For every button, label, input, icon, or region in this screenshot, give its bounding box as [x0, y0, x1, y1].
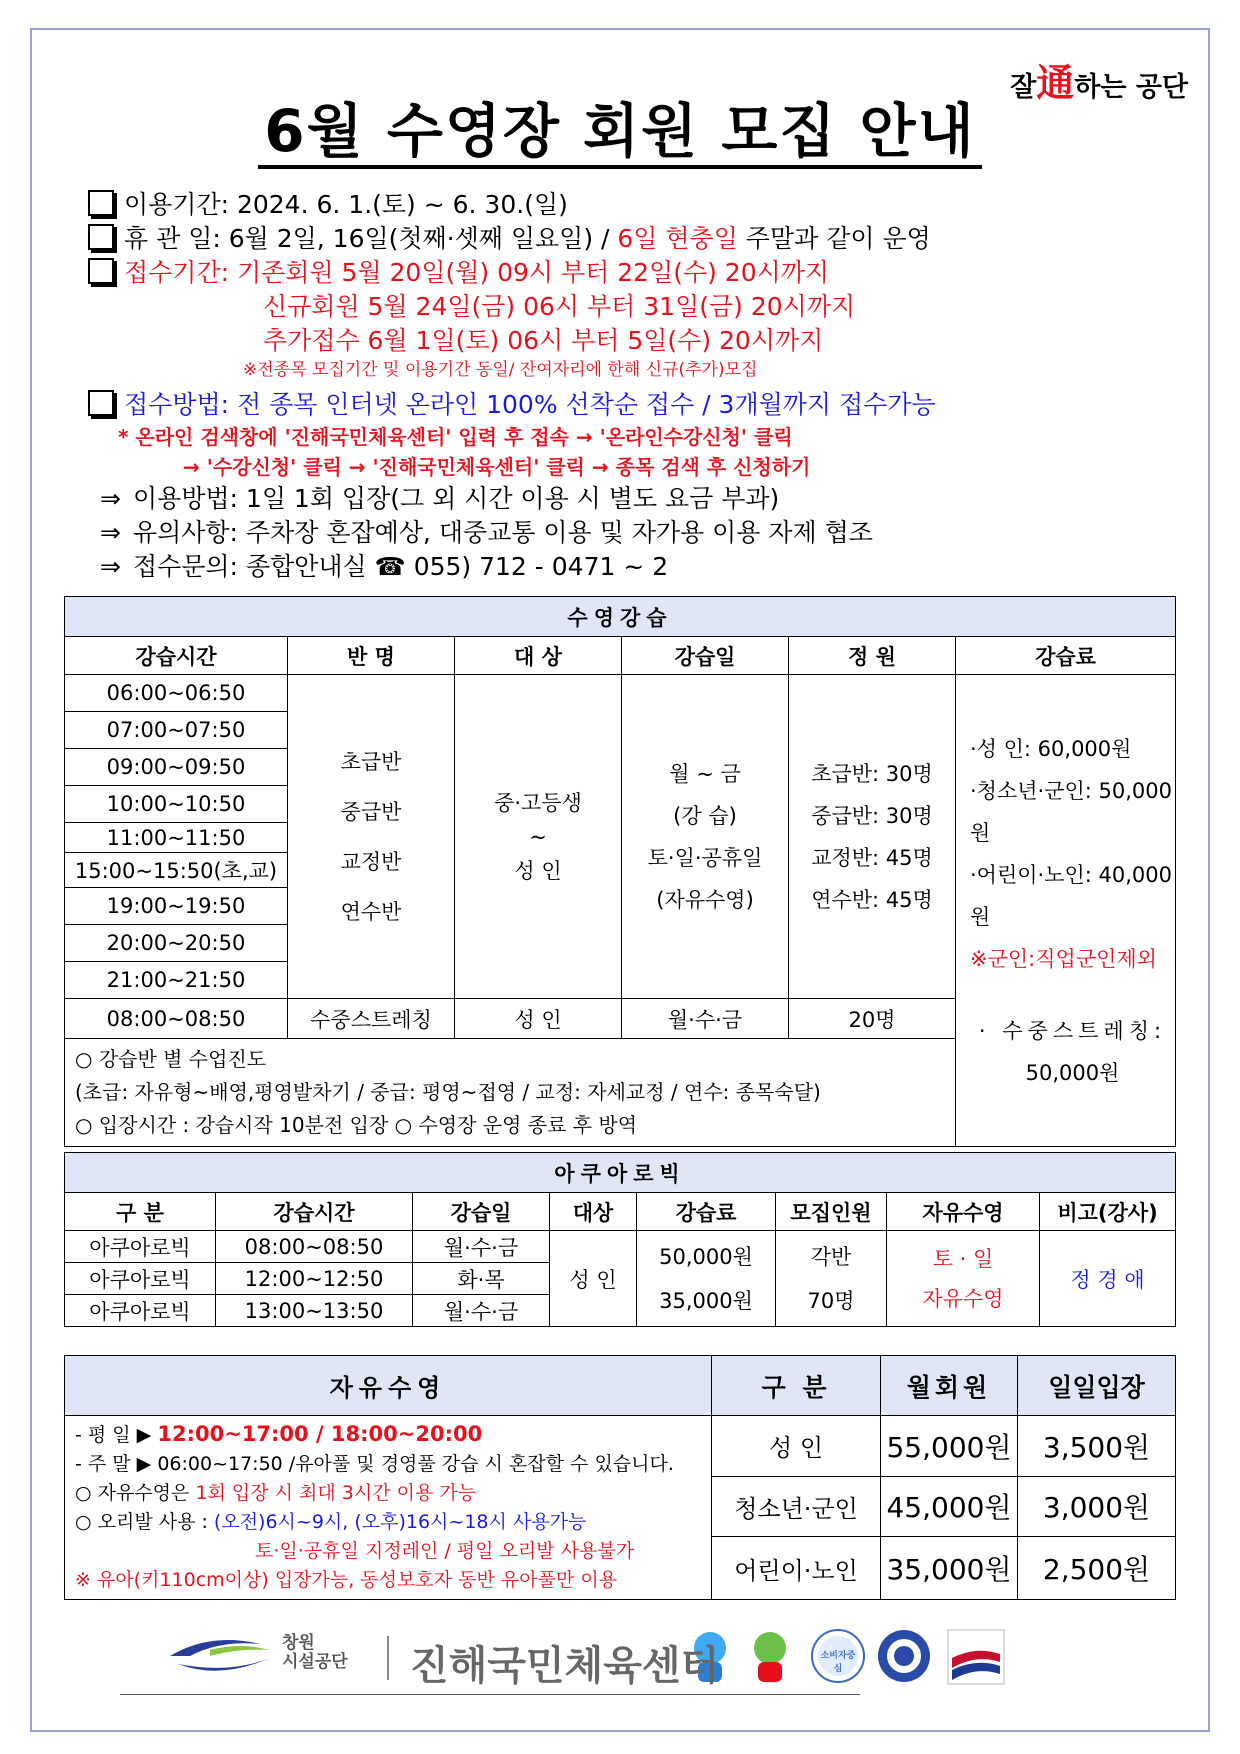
days-cell	[622, 675, 789, 999]
days-line: 토·일·공휴일	[647, 845, 763, 870]
class-intermediate: 중급반	[340, 799, 402, 824]
footer	[170, 1628, 1100, 1688]
caution-line	[88, 516, 1188, 550]
aqua-fee-line: 35,000원	[659, 1288, 753, 1313]
aquarobic-table	[64, 1152, 1176, 1327]
limit-line	[75, 1479, 701, 1508]
aqua-time: 13:00~13:50	[216, 1295, 413, 1327]
closed-holiday: 6일 현충일	[617, 224, 738, 253]
free-monthly: 45,000원	[881, 1476, 1018, 1537]
col-category: 구 분	[65, 1193, 216, 1231]
aqua-name: 아쿠아로빅	[65, 1231, 216, 1263]
days-line: (자유수영)	[656, 887, 754, 912]
guide-line-1: * 온라인 검색창에 '진해국민체육센터' 입력 후 접속 → '온라인수강신청' 클릭	[118, 425, 793, 449]
class-list	[288, 675, 455, 999]
swim-notes	[65, 1039, 956, 1147]
slogan-pre: 잘	[1010, 72, 1037, 103]
weekday-time: 12:00~17:00 / 18:00~20:00	[157, 1422, 483, 1446]
checkbox-icon	[88, 224, 114, 250]
checkbox-icon	[88, 258, 114, 284]
note-line: ○ 입장시간 : 강습시작 10분전 입장 ○ 수영장 운영 종료 후 방역	[75, 1113, 638, 1137]
aqua-fee-line: 50,000원	[659, 1244, 753, 1269]
limit-text: 1회 입장 시 최대 3시간 이용 가능	[195, 1482, 477, 1504]
free-swim-info	[65, 1416, 712, 1600]
target-line: 중·고등생	[494, 790, 582, 815]
col-days: 강습일	[413, 1193, 550, 1231]
aqua-fee	[637, 1231, 776, 1327]
aqua-target: 성 인	[550, 1231, 637, 1327]
page-title	[0, 84, 1240, 168]
usage-line	[88, 482, 1188, 516]
col-free-swim: 자유수영	[887, 1193, 1040, 1231]
caution-text: 유의사항: 주차장 혼잡예상, 대중교통 이용 및 자가용 이용 자제 협조	[132, 518, 873, 547]
days-line: (강 습)	[673, 803, 737, 828]
footer-divider	[120, 1694, 860, 1695]
time-cell: 15:00~15:50(초,교)	[65, 853, 288, 888]
col-time: 강습시간	[65, 637, 288, 675]
aqua-days: 화·목	[413, 1263, 550, 1295]
fee-cell	[956, 675, 1176, 1147]
aqua-capacity	[776, 1231, 887, 1327]
swim-lesson-table	[64, 596, 1176, 1147]
org-name	[282, 1634, 348, 1672]
checkbox-icon	[88, 390, 114, 416]
closed-text: 휴 관 일: 6월 2일, 16일(첫째·셋째 일요일) /	[124, 224, 618, 253]
title-text: 6월 수영장 회원 모집 안내	[258, 97, 981, 169]
col-monthly: 월회원	[881, 1356, 1018, 1416]
center-name: 진해국민체육센터	[410, 1643, 720, 1689]
aqua-free-line: 자유수영	[922, 1286, 1004, 1311]
method-text: 접수방법: 전 종목 인터넷 온라인 100% 선착순 접수 / 3개월까지 접수가능	[124, 390, 936, 419]
slogan-highlight: 通	[1036, 61, 1075, 105]
inquiry-text: 접수문의: 종합안내실 ☎ 055) 712 - 0471 ~ 2	[132, 552, 669, 581]
col-instructor: 비고(강사)	[1040, 1193, 1176, 1231]
stretch-target: 성 인	[455, 999, 622, 1039]
capacity-cell	[789, 675, 956, 999]
time-cell: 06:00~06:50	[65, 675, 288, 712]
aqua-free-swim	[887, 1231, 1040, 1327]
slogan-post: 하는 공단	[1074, 72, 1188, 103]
swim-table-title: 수영강습	[65, 597, 1176, 637]
free-daily: 3,500원	[1018, 1416, 1176, 1477]
note-line: (초급: 자유형~배영,평영발차기 / 중급: 평영~접영 / 교정: 자세교정 / 연수: 종목숙달)	[75, 1080, 821, 1104]
fee-note: ※군인:직업군인제외	[970, 946, 1157, 971]
free-cat: 청소년·군인	[712, 1476, 881, 1537]
capacity-line: 중급반: 30명	[811, 803, 933, 828]
col-capacity: 정 원	[789, 637, 956, 675]
aqua-days: 월·수·금	[413, 1231, 550, 1263]
free-cat: 어린이·노인	[712, 1537, 881, 1600]
col-days: 강습일	[622, 637, 789, 675]
aqua-table-title: 아쿠아로빅	[65, 1153, 1176, 1193]
mascot-2-icon	[754, 1632, 786, 1682]
col-daily: 일일입장	[1018, 1356, 1176, 1416]
capacity-line: 초급반: 30명	[811, 761, 933, 786]
time-cell: 19:00~19:50	[65, 888, 288, 925]
class-beginner: 초급반	[340, 749, 402, 774]
col-capacity: 모집인원	[776, 1193, 887, 1231]
period-line	[88, 188, 1188, 222]
class-correction: 교정반	[340, 849, 402, 874]
capacity-line: 교정반: 45명	[811, 845, 933, 870]
usage-text: 이용방법: 1일 1회 입장(그 외 시간 이용 시 별도 요금 부과)	[132, 484, 780, 513]
aqua-time: 12:00~12:50	[216, 1263, 413, 1295]
col-fee: 강습료	[637, 1193, 776, 1231]
col-target: 대 상	[455, 637, 622, 675]
fee-adult: ·성 인: 60,000원	[970, 736, 1132, 761]
stretch-fee: 50,000원	[1025, 1060, 1120, 1085]
org-name-top: 창원	[282, 1633, 315, 1653]
col-target: 대상	[550, 1193, 637, 1231]
award-emblem-icon	[948, 1630, 1004, 1684]
time-cell: 09:00~09:50	[65, 749, 288, 786]
capacity-line: 연수반: 45명	[811, 887, 933, 912]
time-cell: 11:00~11:50	[65, 823, 288, 853]
note-line: ○ 강습반 별 수업진도	[75, 1047, 267, 1071]
aqua-days: 월·수·금	[413, 1295, 550, 1327]
class-advanced: 연수반	[340, 899, 402, 924]
fins-time: (오전)6시~9시, (오후)16시~18시 사용가능	[213, 1511, 587, 1533]
stretch-days: 월·수·금	[622, 999, 789, 1039]
child-note: ※ 유아(키110cm이상) 입장가능, 동성보호자 동반 유아풀만 이용	[75, 1569, 618, 1591]
free-table-title: 자유수영	[65, 1356, 712, 1416]
period-text: 이용기간: 2024. 6. 1.(토) ~ 6. 30.(일)	[124, 190, 568, 219]
free-monthly: 35,000원	[881, 1537, 1018, 1600]
closed-line	[88, 222, 1188, 256]
reg-existing: 접수기간: 기존회원 5월 20일(월) 09시 부터 22일(수) 20시까지	[124, 258, 830, 287]
time-cell: 07:00~07:50	[65, 712, 288, 749]
fins-label: ○ 오리발 사용 :	[75, 1511, 214, 1533]
aqua-name: 아쿠아로빅	[65, 1295, 216, 1327]
reg-new: 신규회원 5월 24일(금) 06시 부터 31일(금) 20시까지	[263, 292, 856, 321]
free-daily: 3,000원	[1018, 1476, 1176, 1537]
fins-lane: 토·일·공휴일 지정레인 / 평일 오리발 사용불가	[255, 1540, 635, 1562]
col-category: 구 분	[712, 1356, 881, 1416]
aqua-instructor: 정 경 애	[1040, 1231, 1176, 1327]
badge-text: 소비자중심	[820, 1651, 856, 1674]
inquiry-line	[88, 550, 1188, 584]
free-monthly: 55,000원	[881, 1416, 1018, 1477]
aqua-capacity-line: 70명	[807, 1288, 855, 1313]
fee-child: ·어린이·노인: 40,000원	[970, 862, 1173, 929]
target-line: ~	[529, 824, 547, 849]
stretch-capacity: 20명	[789, 999, 956, 1039]
weekday-line	[75, 1420, 701, 1450]
reg-line-3	[88, 324, 1188, 358]
aqua-capacity-line: 각반	[810, 1244, 852, 1269]
reg-additional: 추가접수 6월 1일(토) 06시 부터 5일(수) 20시까지	[263, 326, 824, 355]
col-fee: 강습료	[956, 637, 1176, 675]
method-line	[88, 388, 1188, 422]
closed-suffix: 주말과 같이 운영	[737, 224, 931, 253]
target-line: 성 인	[514, 858, 562, 883]
weekend-line: - 주 말 ▶ 06:00~17:50 /유아풀 및 경영풀 강습 시 혼잡할 수 있습니다.	[75, 1453, 674, 1475]
time-cell: 10:00~10:50	[65, 786, 288, 823]
reg-line-1	[88, 256, 1188, 290]
certification-badge-icon	[878, 1630, 930, 1682]
time-cell: 20:00~20:50	[65, 925, 288, 962]
free-daily: 2,500원	[1018, 1537, 1176, 1600]
col-time: 강습시간	[216, 1193, 413, 1231]
arrow-icon: ⇒	[100, 518, 121, 547]
free-swim-table	[64, 1355, 1176, 1600]
info-block	[88, 188, 1188, 584]
days-line: 월 ~ 금	[669, 761, 741, 786]
col-class: 반 명	[288, 637, 455, 675]
reg-note: ※전종목 모집기간 및 이용기간 동일/ 잔여자리에 한해 신규(추가)모집	[243, 360, 758, 380]
aqua-free-line: 토 · 일	[932, 1246, 994, 1271]
weekday-label: - 평 일 ▶	[75, 1424, 158, 1446]
limit-label: ○ 자유수영은	[75, 1482, 196, 1504]
aqua-time: 08:00~08:50	[216, 1231, 413, 1263]
time-cell: 21:00~21:50	[65, 962, 288, 999]
free-cat: 성 인	[712, 1416, 881, 1477]
stretch-fee-label: · 수중스트레칭:	[978, 1018, 1167, 1043]
guide-line-2: → '수강신청' 클릭 → '진해국민체육센터' 클릭 → 종목 검색 후 신청하기	[183, 455, 811, 479]
org-name-bottom: 시설공단	[282, 1652, 348, 1672]
stretch-time: 08:00~08:50	[65, 999, 288, 1039]
target-cell	[455, 675, 622, 999]
aqua-name: 아쿠아로빅	[65, 1263, 216, 1295]
reg-line-2	[88, 290, 1188, 324]
changwon-logo-icon	[170, 1640, 270, 1671]
fee-youth: ·청소년·군인: 50,000원	[970, 778, 1173, 845]
fins-line	[75, 1508, 701, 1537]
arrow-icon: ⇒	[100, 552, 121, 581]
checkbox-icon	[88, 190, 114, 216]
stretch-class: 수중스트레칭	[288, 999, 455, 1039]
arrow-icon: ⇒	[100, 484, 121, 513]
